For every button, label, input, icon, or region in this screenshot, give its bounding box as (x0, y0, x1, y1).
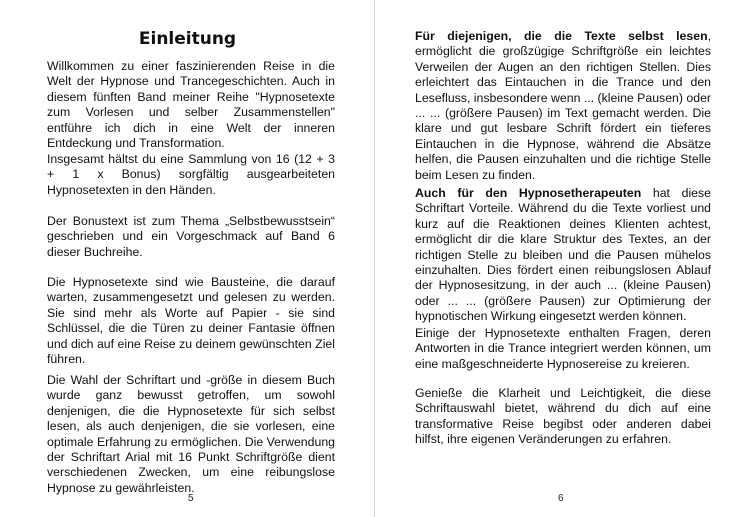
page-title: Einleitung (138, 29, 237, 49)
intro-paragraph-5: Die Wahl der Schriftart und -größe in diesem Buch wurde ganz bewusst getroffen, um sowohl denjenigen, die die Hypnosetexte für sich selbst lesen, als auch denjenigen, die sie vorlesen, eine optimale Erfahrung zu ermöglichen. Die Verwendung der Schriftart Arial mit 16 Punkt Schriftgröße dient verschiedenen Zwecken, um eine reibungslose Hypnose zu gewährleisten. (47, 373, 335, 495)
therapist-text: hat diese Schriftart Vorteile. Während du die Texte vorliest und kurz auf die Reaktionen deines Klienten achtest, ermöglicht dir die klare Struktur des Textes, an der richtigen Stelle zu bleiben und die Pausen mühelos einzuhalten. Dies fördert einen reibungslosen Ablauf der Hypnosesitzung, in der auch ... (kleine Pausen) oder ... ... (größere Pausen) zur Optimierung der hypnotischen Wirkung eingesetzt werden können. (415, 186, 712, 324)
closing-paragraph: Genieße die Klarheit und Leichtigkeit, die diese Schriftauswahl bietet, während du dich auf eine transformative Reise begibst oder anderen dabei hilfst, ihre eigenen Veränderungen zu erfahren. (415, 386, 711, 447)
therapist-heading: Auch für den Hypnosetherapeuten (415, 186, 642, 200)
reader-heading: Für diejenigen, die die Texte selbst lesen (415, 29, 708, 43)
reader-paragraph (415, 29, 711, 183)
intro-paragraph-3: Der Bonustext ist zum Thema „Selbstbewusstsein“ geschrieben und ein Vorgeschmack auf Band 6 dieser Buchreihe. (47, 214, 335, 259)
therapist-paragraph (415, 186, 711, 325)
intro-paragraph-4: Die Hypnosetexte sind wie Bausteine, die darauf warten, zusammengesetzt und gelesen zu werden. Sie sind mehr als Worte auf Papier - sie sind Schlüssel, die die Türen zu deiner Fantasie öffnen und dich auf eine Reise zu deinem gewünschten Ziel führen. (47, 275, 335, 367)
right-page (375, 0, 750, 517)
page-number: 6 (558, 493, 564, 504)
questions-paragraph: Einige der Hypnosetexte enthalten Fragen, deren Antworten in die Trance integriert werden können, um eine maßgeschneiderte Hypnosereise zu kreieren. (415, 326, 711, 371)
intro-paragraph-2: Insgesamt hältst du eine Sammlung von 16 (12 + 3 + 1 x Bonus) sorgfältig ausgearbeiteten Hypnosetexten in den Händen. (47, 152, 335, 197)
intro-paragraph-1: Willkommen zu einer faszinierenden Reise in die Welt der Hypnose und Trancegeschichten. Auch in diesem fünften Band meiner Reihe "Hypnosetexte zum Vorlesen und selber Zusammenstellen" entführe ich dich in eine Welt der inneren Entdeckung und Transformation. (47, 59, 335, 151)
reader-text: , ermöglicht die großzügige Schriftgröße ein leichtes Verweilen der Augen an den richtigen Stellen. Dies erleichtert das Eintauchen in die Trance und den Lesefluss, insbesondere wenn ... (kleine Pausen) oder ... ... (größere Pausen) im Text gemacht werden. Die klare und gut lesbare Schrift fördert ein tieferes Eintauchen in die Hypnose, während die Absätze helfen, die Pausen einzuhalten und die richtige Stelle beim Lesen zu finden. (415, 29, 711, 182)
page-number: 5 (188, 493, 194, 504)
